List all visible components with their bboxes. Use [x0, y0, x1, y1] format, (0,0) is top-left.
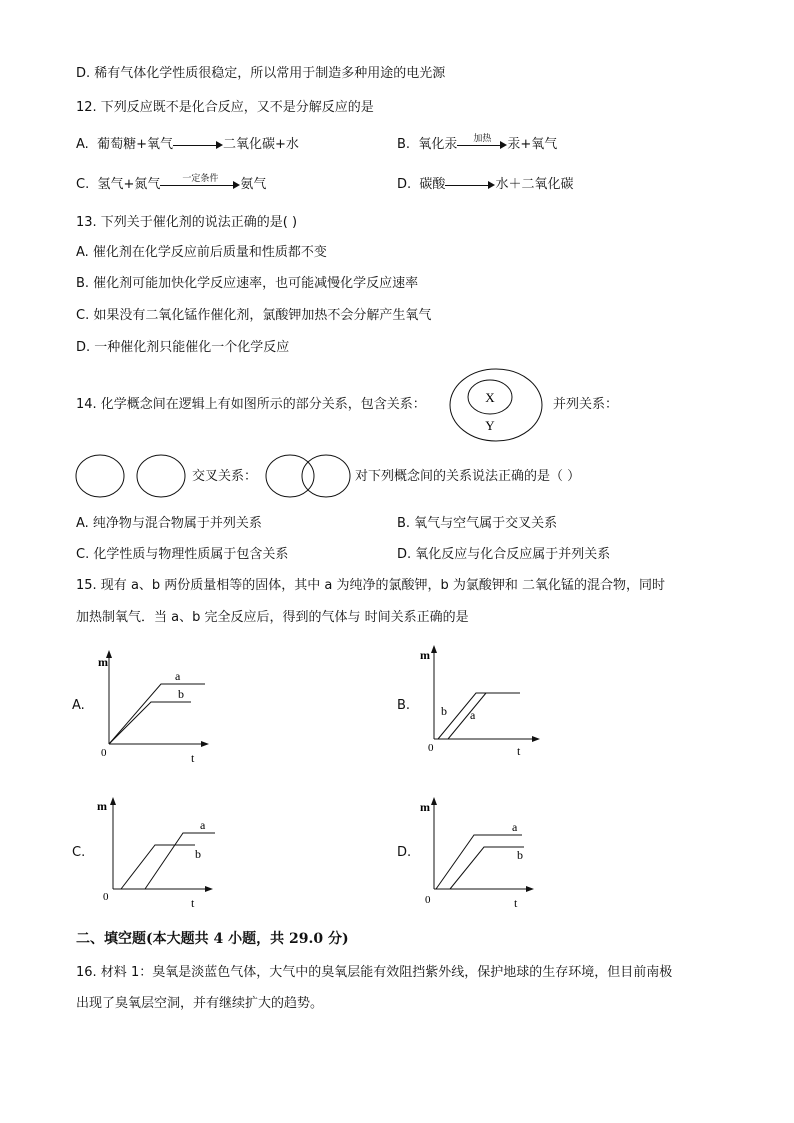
cross-diagram: [264, 453, 354, 499]
q14-tail: 对下列概念间的关系说法正确的是（ ）: [355, 469, 581, 484]
graph-c-letter: C.: [72, 845, 86, 860]
y-axis-label: m: [97, 799, 107, 813]
y-axis-arrow-icon: [110, 797, 116, 805]
curve-a: [145, 833, 215, 889]
label-a: a: [175, 669, 181, 683]
q12-option-a: A. 葡萄糖+氧气 二氧化碳+水: [76, 137, 299, 152]
label-b: b: [178, 687, 184, 701]
q15-line2: 加热制氧气．当 a、b 完全反应后，得到的气体与 时间关系正确的是: [76, 610, 469, 625]
q12-option-c: C. 氢气+氮气 一定条件 氨气: [76, 174, 267, 192]
q14-cross-label: 交叉关系：: [192, 469, 258, 484]
y-axis-label: m: [420, 648, 430, 662]
q16-line1: 16. 材料 1：臭氧是淡蓝色气体，大气中的臭氧层能有效阻挡紫外线，保护地球的生存环境，但目前南极: [76, 965, 673, 980]
q12-stem: 12. 下列反应既不是化合反应，又不是分解反应的是: [76, 100, 374, 115]
origin-label: 0: [425, 894, 431, 906]
parallel-circle-right: [137, 455, 185, 497]
y-axis-arrow-icon: [431, 645, 437, 653]
x-axis-label: t: [191, 751, 195, 765]
q16-line2: 出现了臭氧层空洞，并有继续扩大的趋势。: [76, 996, 324, 1011]
y-axis-label: m: [420, 800, 430, 814]
x-axis-label: t: [514, 896, 518, 910]
q14-stem: 14. 化学概念间在逻辑上有如图所示的部分关系，包含关系：: [76, 397, 426, 412]
graph-a: [95, 648, 215, 768]
reaction-arrow-icon: 加热: [457, 137, 507, 153]
parallel-circle-left: [76, 455, 124, 497]
curve-b: [438, 693, 520, 739]
reaction-arrow-icon: [445, 177, 495, 193]
q14-option-c: C. 化学性质与物理性质属于包含关系: [76, 547, 289, 562]
origin-label: 0: [101, 747, 107, 759]
graph-b: [420, 643, 550, 763]
q13-option-d: D. 一种催化剂只能催化一个化学反应: [76, 340, 290, 355]
q14-option-b: B. 氧气与空气属于交叉关系: [397, 516, 558, 531]
x-axis-arrow-icon: [205, 886, 213, 892]
graph-c: [95, 795, 220, 915]
q12-option-b: B. 氧化汞 加热 汞+氧气: [397, 134, 558, 152]
label-a: a: [512, 820, 518, 834]
q14-option-d: D. 氧化反应与化合反应属于并列关系: [397, 547, 611, 562]
origin-label: 0: [103, 891, 109, 903]
label-b: b: [517, 848, 523, 862]
q13-option-a: A. 催化剂在化学反应前后质量和性质都不变: [76, 245, 327, 260]
graph-a-letter: A.: [72, 698, 85, 713]
curve-a: [448, 693, 486, 739]
cross-circle-left: [266, 455, 314, 497]
reaction-arrow-icon: 一定条件: [160, 177, 240, 193]
curve-b: [121, 845, 195, 889]
label-a: a: [470, 708, 476, 722]
curve-a: [436, 835, 522, 889]
curve-a: [109, 684, 205, 744]
y-axis-arrow-icon: [431, 797, 437, 805]
x-axis-arrow-icon: [532, 736, 540, 742]
q15-line1: 15. 现有 a、b 两份质量相等的固体，其中 a 为纯净的氯酸钾，b 为氯酸钾和 二氧化锰的混合物，同时: [76, 578, 666, 593]
x-axis-arrow-icon: [201, 741, 209, 747]
reaction-arrow-icon: [173, 137, 223, 153]
graph-d-letter: D.: [397, 845, 412, 860]
label-y: Y: [485, 418, 495, 433]
outer-circle-y: [450, 369, 542, 441]
q11-option-d: D. 稀有气体化学性质很稳定，所以常用于制造多种用途的电光源: [76, 66, 446, 81]
q13-option-c: C. 如果没有二氧化锰作催化剂，氯酸钾加热不会分解产生氧气: [76, 308, 432, 323]
q14-parallel-label: 并列关系：: [553, 397, 619, 412]
q12-option-d: D. 碳酸 水＋二氧化碳: [397, 177, 574, 192]
inclusion-diagram: [448, 367, 544, 443]
label-b: b: [441, 704, 447, 718]
graph-d: [420, 795, 545, 915]
q13-stem: 13. 下列关于催化剂的说法正确的是( ): [76, 215, 298, 230]
label-a: a: [200, 818, 206, 832]
cross-circle-right: [302, 455, 350, 497]
label-b: b: [195, 847, 201, 861]
y-axis-label: m: [98, 655, 108, 669]
parallel-diagram: [74, 453, 188, 499]
curve-b: [109, 702, 191, 744]
section-title: 二、填空题(本大题共 4 小题，共 29.0 分): [76, 931, 349, 947]
q13-option-b: B. 催化剂可能加快化学反应速率，也可能减慢化学反应速率: [76, 276, 419, 291]
label-x: X: [485, 390, 495, 405]
q14-option-a: A. 纯净物与混合物属于并列关系: [76, 516, 262, 531]
x-axis-label: t: [191, 896, 195, 910]
graph-b-letter: B.: [397, 698, 411, 713]
x-axis-arrow-icon: [526, 886, 534, 892]
x-axis-label: t: [517, 744, 521, 758]
origin-label: 0: [428, 742, 434, 754]
